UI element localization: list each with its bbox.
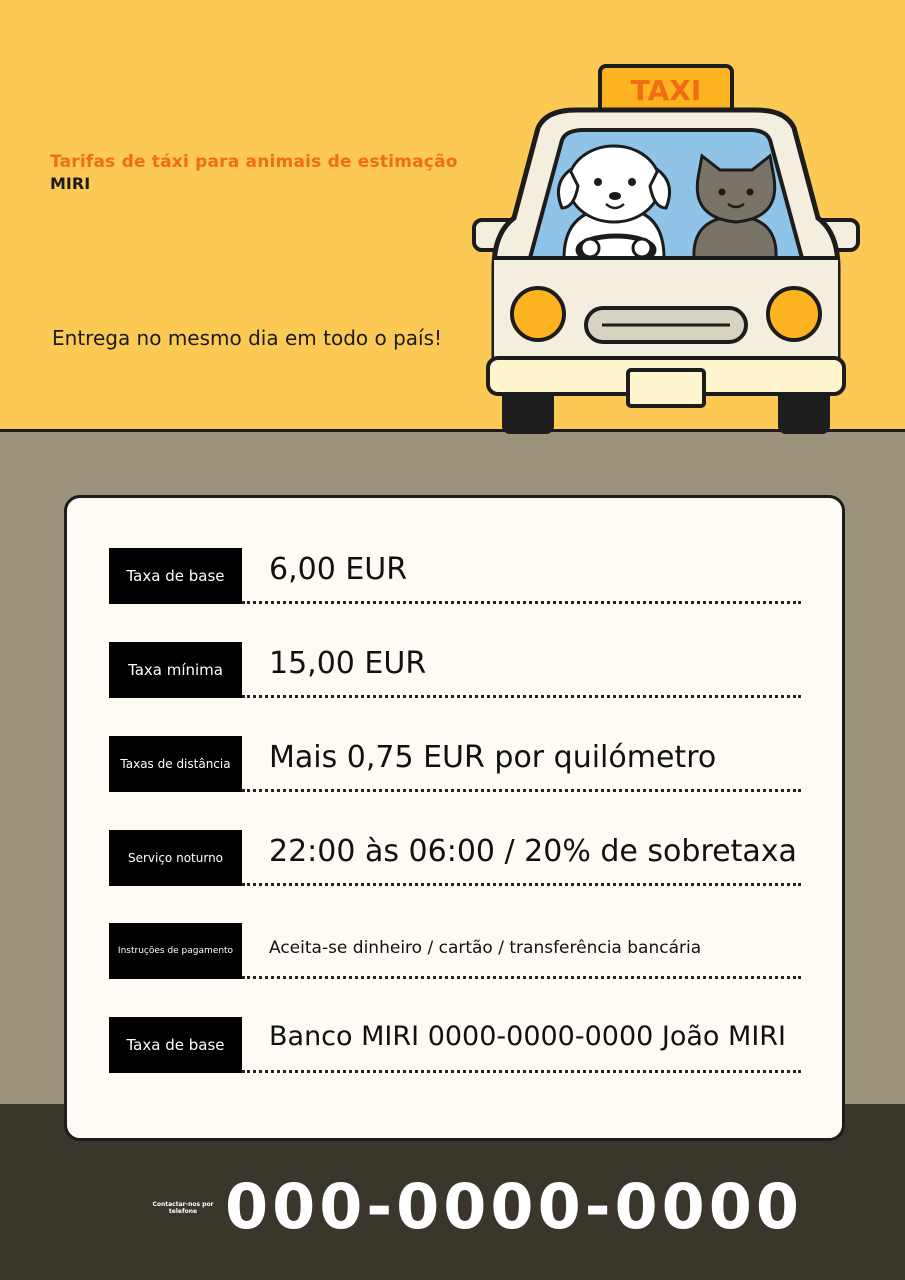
rate-label: Instruções de pagamento (109, 923, 242, 979)
taxi-car-icon (466, 58, 866, 438)
dotted-divider (242, 601, 801, 604)
cat-icon (694, 156, 776, 258)
rate-value: 15,00 EUR (269, 646, 427, 681)
rate-label: Serviço noturno (109, 830, 242, 886)
rates-card (64, 495, 845, 1141)
dotted-divider (242, 789, 801, 792)
rate-row (109, 642, 801, 698)
rate-row (109, 830, 801, 886)
rate-value: 6,00 EUR (269, 552, 408, 587)
rate-label: Taxa de base (109, 548, 242, 604)
contact-label: Contactar-nos por telefone (152, 1201, 214, 1215)
rate-value: Mais 0,75 EUR por quilómetro (269, 740, 717, 775)
dog-icon (558, 146, 669, 258)
dotted-divider (242, 695, 801, 698)
brand-name: MIRI (50, 174, 91, 193)
header-section (0, 0, 905, 432)
rate-value: Banco MIRI 0000-0000-0000 João MIRI (269, 1021, 787, 1052)
dotted-divider (242, 976, 801, 979)
taxi-sign-text: TAXI (630, 74, 702, 107)
rate-row (109, 548, 801, 604)
rate-value: 22:00 às 06:00 / 20% de sobretaxa (269, 834, 797, 869)
rate-value: Aceita-se dinheiro / cartão / transferência bancária (269, 938, 702, 958)
dotted-divider (242, 1070, 801, 1073)
phone-number: 000-0000-0000 (225, 1170, 804, 1243)
rate-row (109, 923, 801, 979)
rate-label: Taxa de base (109, 1017, 242, 1073)
rate-label: Taxas de distância (109, 736, 242, 792)
delivery-tagline: Entrega no mesmo dia em todo o país! (52, 326, 443, 350)
rate-row (109, 1017, 801, 1073)
page-subtitle: Tarifas de táxi para animais de estimação (50, 152, 458, 172)
dotted-divider (242, 883, 801, 886)
rate-label: Taxa mínima (109, 642, 242, 698)
rate-row (109, 736, 801, 792)
